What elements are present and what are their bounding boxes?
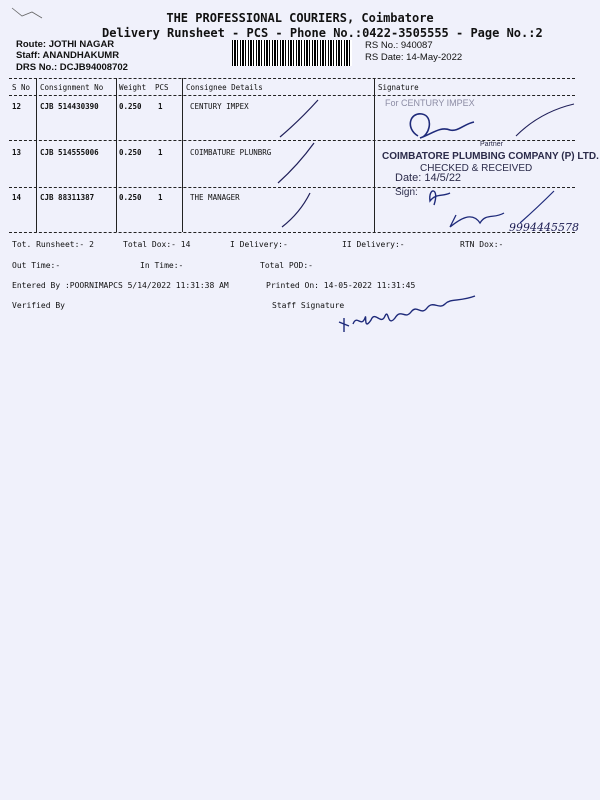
staff-label: Staff: ANANDHAKUMR — [16, 50, 120, 61]
route-label: Route: JOTHI NAGAR — [16, 39, 115, 50]
col-signature: Signature — [378, 83, 419, 92]
ii-delivery: II Delivery:- — [342, 240, 405, 249]
rtn-dox: RTN Dox:- — [460, 240, 504, 249]
tot-runsheet: Tot. Runsheet:- 2 — [12, 240, 94, 249]
signature-mark — [400, 108, 480, 144]
document-title: THE PROFESSIONAL COURIERS, Coimbatore — [166, 11, 434, 25]
row-consignee: COIMBATURE PLUNBRG — [190, 148, 272, 157]
col-sno: S No — [12, 83, 31, 92]
col-pcs: PCS — [155, 83, 169, 92]
total-dox: Total Dox:- 14 — [123, 240, 191, 249]
column-divider — [182, 78, 183, 232]
row-sno: 13 — [12, 148, 22, 157]
row-weight: 0.250 — [119, 102, 142, 111]
col-consignee: Consignee Details — [186, 83, 263, 92]
company-stamp: COIMBATORE PLUMBING COMPANY (P) LTD. — [382, 151, 599, 162]
corner-mark — [8, 4, 48, 24]
row-weight: 0.250 — [119, 193, 142, 202]
row-pcs: 1 — [158, 102, 163, 111]
staff-signature-label: Staff Signature — [272, 301, 345, 310]
document-subtitle: Delivery Runsheet - PCS - Phone No.:0422-3505555 - Page No.:2 — [102, 26, 543, 40]
row-consignee: THE MANAGER — [190, 193, 240, 202]
staff-signature-mark — [335, 282, 485, 342]
col-weight: Weight — [119, 83, 147, 92]
phone-number: 9994445578 — [509, 221, 579, 234]
row-pcs: 1 — [158, 193, 163, 202]
verified-by: Verified By — [12, 301, 65, 310]
stamp-sign: Sign: — [395, 187, 418, 198]
row-sno: 12 — [12, 102, 22, 111]
i-delivery: I Delivery:- — [230, 240, 288, 249]
handwritten-ticks — [270, 95, 350, 235]
row-pcs: 1 — [158, 148, 163, 157]
drs-number: DRS No.: DCJB94008702 — [16, 62, 128, 73]
total-pod: Total POD:- — [260, 261, 313, 270]
rs-date: RS Date: 14-May-2022 — [365, 52, 463, 63]
column-divider — [374, 78, 375, 232]
handwritten-tick — [510, 100, 580, 140]
column-divider — [116, 78, 117, 232]
barcode — [232, 40, 352, 66]
row-consignment: CJB 88311387 — [40, 193, 95, 202]
partner-label: Partner — [480, 141, 503, 148]
rs-number: RS No.: 940087 — [365, 40, 433, 51]
col-consignment: Consignment No — [40, 83, 104, 92]
row-consignee: CENTURY IMPEX — [190, 102, 249, 111]
entered-by: Entered By :POORNIMAPCS 5/14/2022 11:31:38 AM — [12, 281, 229, 290]
stamp-date: Date: 14/5/22 — [395, 172, 462, 184]
table-top-rule — [9, 78, 575, 79]
row-consignment: CJB 514555006 — [40, 148, 99, 157]
row-weight: 0.250 — [119, 148, 142, 157]
checked-received-stamp: CHECKED & RECEIVED — [420, 163, 533, 174]
out-time: Out Time:- — [12, 261, 61, 270]
century-stamp: For CENTURY IMPEX — [385, 98, 475, 108]
in-time: In Time:- — [140, 261, 184, 270]
row-consignment: CJB 514430390 — [40, 102, 99, 111]
column-divider — [36, 78, 37, 232]
row-sno: 14 — [12, 193, 22, 202]
printed-on: Printed On: 14-05-2022 11:31:45 — [266, 281, 416, 290]
